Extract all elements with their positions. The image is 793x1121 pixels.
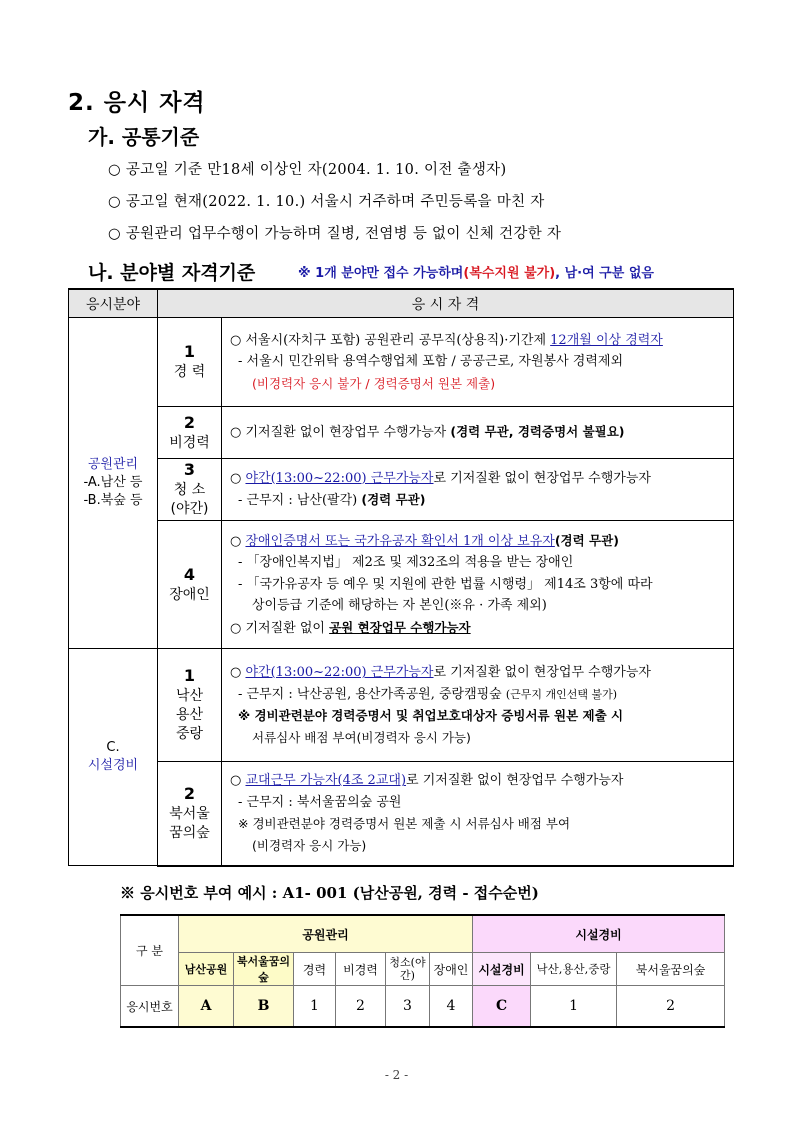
qual-security-2: ○ 교대근무 가능자(4조 2교대)로 기저질환 없이 현장업무 수행가능자 - 근무지 : 북서울꿈의숲 공원 ※ 경비관련분야 경력증명서 원본 제출 시 서류심사 배점 부여 (비경력자 응시 가능) bbox=[222, 762, 734, 866]
header-qualification: 응 시 자 격 bbox=[158, 289, 734, 318]
area-park: 공원관리 -A.남산 등 -B.북숲 등 bbox=[69, 318, 158, 649]
page-number: - 2 - bbox=[384, 1068, 409, 1082]
group-security: 시설경비 bbox=[473, 915, 725, 953]
value-4: 4 bbox=[430, 986, 473, 1028]
row-label-header: 구 분 bbox=[121, 915, 179, 986]
table-row bbox=[69, 521, 734, 649]
sub-noncareer: 2 비경력 bbox=[158, 407, 222, 459]
row-label: 응시번호 bbox=[121, 986, 179, 1028]
value-1: 1 bbox=[294, 986, 336, 1028]
col-cleaning: 청소(야간) bbox=[386, 953, 430, 986]
col-bukseoul-2: 북서울꿈의숲 bbox=[617, 953, 725, 986]
sub-security-2: 2 북서울 꿈의숲 bbox=[158, 762, 222, 866]
qual-career: ○ 서울시(자치구 포함) 공원관리 공무직(상용직)·기간제 12개월 이상 경력자 - 서울시 민간위탁 용역수행업체 포함 / 공공근로, 자원봉사 경력제외 (비경력자 응시 불가 / 경력증명서 원본 제출) bbox=[222, 318, 734, 407]
group-park: 공원관리 bbox=[179, 915, 473, 953]
col-security: 시설경비 bbox=[473, 953, 531, 986]
col-bukseoul: 북서울꿈의숲 bbox=[234, 953, 294, 986]
qual-security-1: ○ 야간(13:00~22:00) 근무가능자로 기저질환 없이 현장업무 수행가능자 - 근무지 : 낙산공원, 용산가족공원, 중랑캠핑숲 (근무지 개인선택 불가) ※ 경비관련분야 경력증명서 및 취업보호대상자 증빙서류 원본 제출 시 서류심사 배점 부여(비경력자 응시 가능) bbox=[222, 649, 734, 762]
qual-noncareer: ○ 기저질환 없이 현장업무 수행가능자 (경력 무관, 경력증명서 불필요) bbox=[222, 407, 734, 459]
qual-disabled: ○ 장애인증명서 또는 국가유공자 확인서 1개 이상 보유자(경력 무관) - 「장애인복지법」 제2조 및 제32조의 적용을 받는 장애인 - 「국가유공자 등 예우 및 지원에 관한 법률 시행령」 제14조 3항에 따라 상이등급 기준에 해당하는 자 본인(※유 · 가족 제외) ○ 기저질환 없이 공원 현장업무 수행가능자 bbox=[222, 521, 734, 649]
table-row bbox=[69, 407, 734, 459]
sub-career: 1 경 력 bbox=[158, 318, 222, 407]
value-3: 3 bbox=[386, 986, 430, 1028]
numbering-example-title: ※ 응시번호 부여 예시 : A1- 001 (남산공원, 경력 - 접수순번) bbox=[120, 884, 539, 902]
value-c: C bbox=[473, 986, 531, 1028]
col-naksan: 낙산,용산,중랑 bbox=[531, 953, 617, 986]
common-item-residence: ○ 공고일 현재(2022. 1. 10.) 서울시 거주하며 주민등록을 마친 자 bbox=[108, 194, 545, 210]
col-career: 경력 bbox=[294, 953, 336, 986]
sub-cleaning: 3 청 소 (야간) bbox=[158, 459, 222, 521]
table-row bbox=[69, 649, 734, 762]
value-b: B bbox=[234, 986, 294, 1028]
common-criteria-title: 가. 공통기준 bbox=[88, 125, 200, 149]
header-area: 응시분야 bbox=[69, 289, 158, 318]
field-criteria-title: 나. 분야별 자격기준 bbox=[88, 262, 256, 284]
numbering-table bbox=[120, 914, 725, 1028]
value-c1: 1 bbox=[531, 986, 617, 1028]
table-row bbox=[69, 459, 734, 521]
qualification-table bbox=[68, 288, 734, 867]
field-criteria-note: ※ 1개 분야만 접수 가능하며(복수지원 불가), 남·여 구분 없음 bbox=[298, 266, 654, 281]
col-noncareer: 비경력 bbox=[336, 953, 386, 986]
qual-cleaning: ○ 야간(13:00~22:00) 근무가능자로 기저질환 없이 현장업무 수행가능자 - 근무지 : 남산(팔각) (경력 무관) bbox=[222, 459, 734, 521]
value-2: 2 bbox=[336, 986, 386, 1028]
table-row bbox=[69, 318, 734, 407]
sub-disabled: 4 장애인 bbox=[158, 521, 222, 649]
area-security: C. 시설경비 bbox=[69, 649, 158, 866]
common-item-health: ○ 공원관리 업무수행이 가능하며 질병, 전염병 등 없이 신체 건강한 자 bbox=[108, 226, 562, 242]
section-title: 2. 응시 자격 bbox=[68, 90, 206, 116]
table-row bbox=[69, 762, 734, 866]
sub-security-1: 1 낙산 용산 중랑 bbox=[158, 649, 222, 762]
value-a: A bbox=[179, 986, 234, 1028]
common-item-age: ○ 공고일 기준 만18세 이상인 자(2004. 1. 10. 이전 출생자) bbox=[108, 162, 507, 178]
value-c2: 2 bbox=[617, 986, 725, 1028]
col-namsan: 남산공원 bbox=[179, 953, 234, 986]
col-disabled: 장애인 bbox=[430, 953, 473, 986]
